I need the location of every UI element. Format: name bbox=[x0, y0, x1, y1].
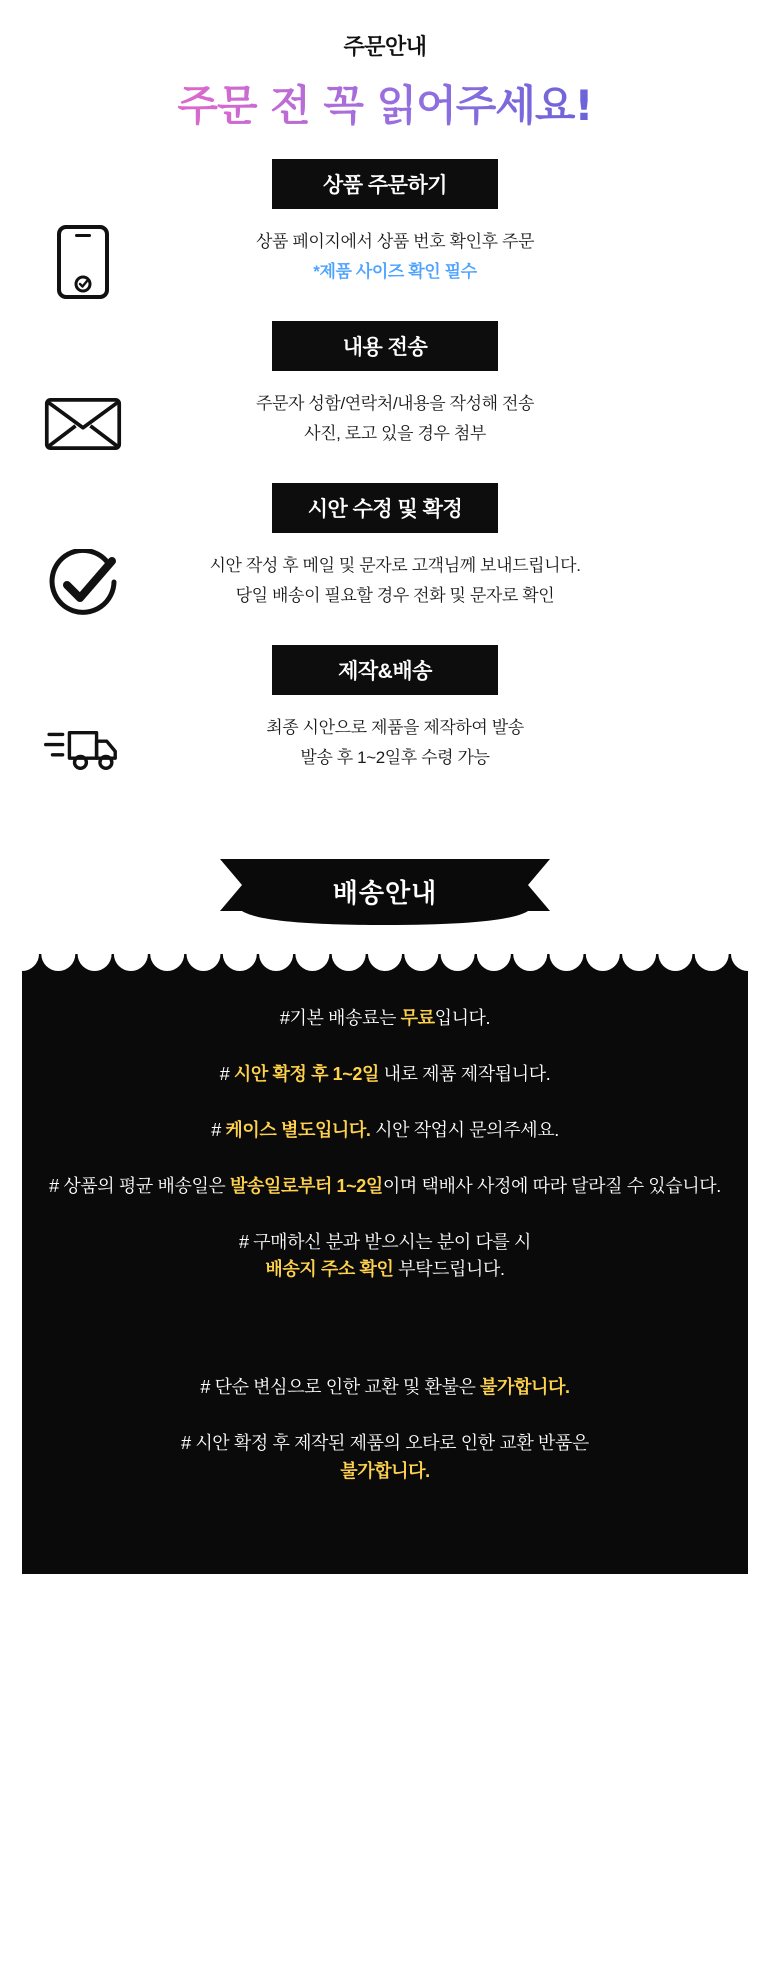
step-badge: 시안 수정 및 확정 bbox=[272, 483, 498, 533]
page-kicker: 주문안내 bbox=[343, 34, 427, 59]
step-line: 시안 작성 후 메일 및 문자로 고객님께 보내드립니다. bbox=[209, 556, 581, 575]
notice-spacer bbox=[48, 1312, 722, 1374]
notice-line-production-time bbox=[48, 1061, 722, 1089]
notice-text: 시안 작업시 문의주세요. bbox=[370, 1119, 559, 1140]
step-revise-confirm bbox=[0, 483, 770, 639]
notice-line-no-exchange-typo bbox=[48, 1430, 722, 1486]
notice-highlight: 불가합니다. bbox=[340, 1461, 430, 1482]
notice-highlight: 시안 확정 후 1~2일 bbox=[233, 1063, 379, 1084]
step-lines bbox=[130, 709, 660, 773]
step-line: 사진, 로고 있을 경우 첨부 bbox=[304, 423, 486, 443]
mobile-phone-icon bbox=[44, 223, 122, 301]
notice-highlight: 배송지 주소 확인 bbox=[265, 1259, 394, 1280]
notice-text: 부탁드립니다. bbox=[393, 1259, 505, 1280]
step-badge-row bbox=[0, 159, 770, 209]
notice-line-case-separate bbox=[48, 1117, 722, 1145]
step-lines bbox=[130, 385, 660, 449]
order-steps bbox=[0, 159, 770, 801]
notice-line-no-refund-change-of-mind bbox=[48, 1374, 722, 1402]
notice-text: # 상품의 평균 배송일은 bbox=[49, 1175, 231, 1196]
step-badge: 제작&배송 bbox=[272, 645, 498, 695]
step-line-accent: *제품 사이즈 확인 필수 bbox=[313, 261, 477, 281]
notice-text: # 구매하신 분과 받으시는 분이 다를 시 bbox=[238, 1231, 532, 1252]
notice-text: # bbox=[219, 1063, 234, 1084]
step-body bbox=[0, 385, 770, 477]
delivery-truck-icon bbox=[44, 709, 122, 787]
step-line: 발송 후 1~2일후 수령 가능 bbox=[300, 747, 490, 767]
step-body bbox=[0, 709, 770, 801]
step-line: 상품 페이지에서 상품 번호 확인후 주문 bbox=[256, 232, 534, 251]
step-line: 당일 배송이 필요할 경우 전화 및 문자로 확인 bbox=[235, 585, 555, 605]
notice-line-average-delivery bbox=[48, 1173, 722, 1201]
step-badge-row bbox=[0, 645, 770, 695]
scallop-edge-decoration bbox=[22, 954, 748, 980]
delivery-info-ribbon-wrap bbox=[0, 859, 770, 929]
step-badge: 상품 주문하기 bbox=[272, 159, 498, 209]
page-header bbox=[0, 0, 770, 133]
step-badge: 내용 전송 bbox=[272, 321, 498, 371]
step-body bbox=[0, 547, 770, 639]
notice-highlight: 무료 bbox=[400, 1008, 435, 1028]
step-production-delivery bbox=[0, 645, 770, 801]
step-send-content bbox=[0, 321, 770, 477]
notice-text: 입니다. bbox=[434, 1008, 491, 1028]
delivery-notice-panel bbox=[22, 955, 748, 1574]
notice-text: 내로 제품 제작됩니다. bbox=[379, 1063, 551, 1084]
page-title: 주문 전 꼭 읽어주세요! bbox=[0, 73, 770, 133]
notice-text: # 단순 변심으로 인한 교환 및 환불은 bbox=[200, 1377, 481, 1398]
step-lines bbox=[130, 547, 660, 611]
notice-line-shipping-fee bbox=[48, 1005, 722, 1033]
step-badge-row bbox=[0, 321, 770, 371]
notice-text: #기본 배송료는 bbox=[279, 1008, 401, 1028]
step-body bbox=[0, 223, 770, 315]
step-line: 최종 시안으로 제품을 제작하여 발송 bbox=[266, 718, 524, 737]
notice-highlight: 발송일로부터 1~2일 bbox=[230, 1175, 383, 1196]
notice-highlight: 케이스 별도입니다. bbox=[225, 1119, 371, 1140]
step-line: 주문자 성함/연락처/내용을 작성해 전송 bbox=[256, 394, 534, 413]
step-order-product bbox=[0, 159, 770, 315]
notice-highlight: 불가합니다. bbox=[480, 1377, 570, 1398]
delivery-info-ribbon bbox=[220, 859, 550, 929]
notice-line-address-check bbox=[48, 1229, 722, 1285]
step-badge-row bbox=[0, 483, 770, 533]
ribbon-label: 배송안내 bbox=[332, 878, 438, 908]
notice-text: # 시안 확정 후 제작된 제품의 오타로 인한 교환 반품은 bbox=[181, 1433, 589, 1454]
notice-text: # bbox=[211, 1119, 226, 1140]
check-circle-icon bbox=[44, 547, 122, 625]
envelope-icon bbox=[44, 385, 122, 463]
step-lines bbox=[130, 223, 660, 287]
notice-text: 이며 택배사 사정에 따라 달라질 수 있습니다. bbox=[382, 1175, 721, 1196]
